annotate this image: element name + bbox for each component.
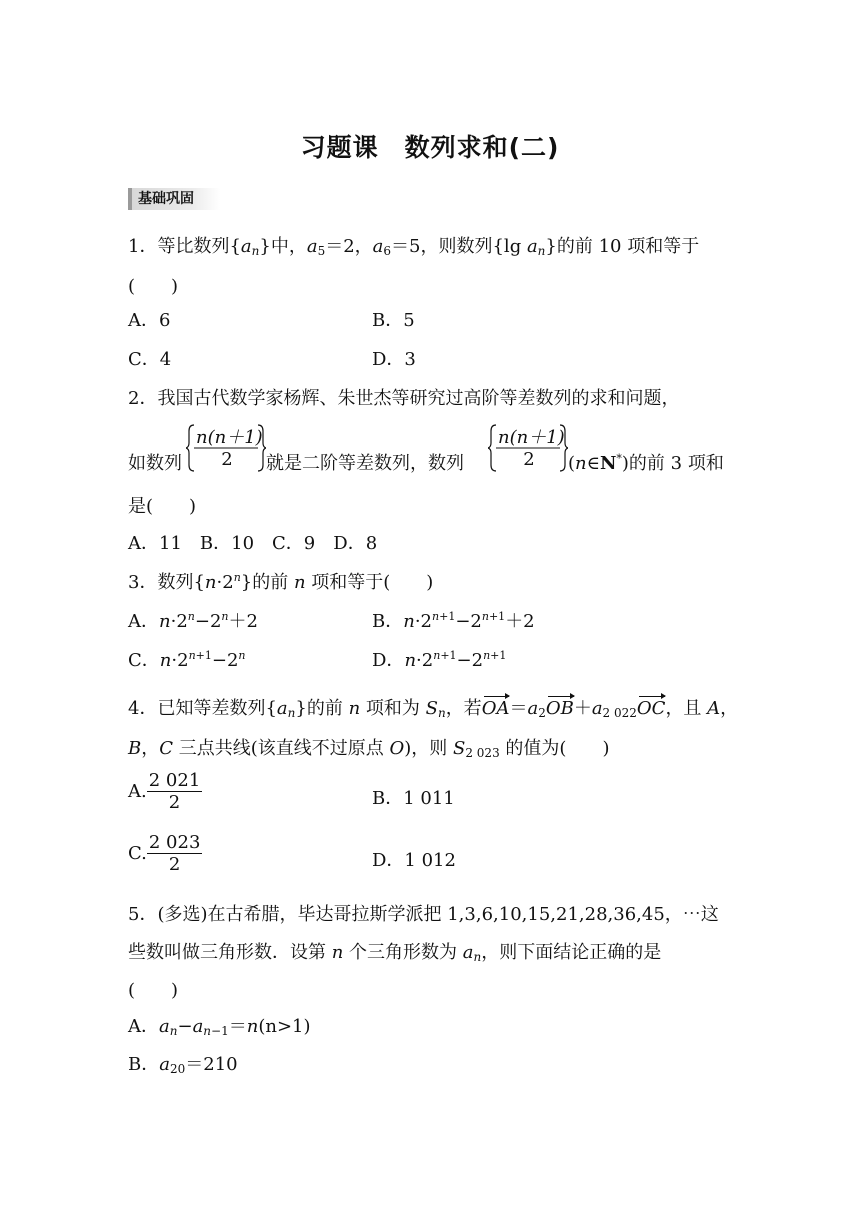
question-4-line1: 4．已知等差数列$\{a_n\}$的前 n 项和为 $S_n$，若$OA=a_2OB+a_{2 022}OC$，且 A， — [128, 698, 739, 720]
page-title: 习题课 数列求和(二) — [300, 133, 560, 162]
question-5-line1: 5．(多选)在古希腊，毕达哥拉斯学派把 1,3,6,10,15,21,28,36,45，⋯这 — [128, 904, 719, 925]
q5-option-b: B．$a_{20}=210$ — [128, 1054, 238, 1076]
q3-option-b: B．$n\cdot 2^{n+1}-2^{n+1}+2$ — [372, 610, 535, 632]
question-2-line3: 是( ) — [128, 496, 197, 517]
question-2-options: A．11 B．10 C．9 D．8 — [128, 533, 378, 554]
question-1-stem: 1．等比数列$\{a_n\}$中，$a_5=2$，$a_6=5$，则数列{lg $a_n$}的前 10 项和等于 — [128, 236, 700, 258]
question-1-paren: ( ) — [128, 276, 179, 297]
q1-option-a: A．6 — [128, 310, 171, 331]
question-3-stem: 3．数列$\{n\cdot 2^n\}$的前 n 项和等于( ) — [128, 571, 434, 593]
question-2-line1: 2．我国古代数学家杨辉、朱世杰等研究过高阶等差数列的求和问题， — [128, 388, 680, 409]
question-4-line2: B，C 三点共线(该直线不过原点 O)，则 $S_{2 023}$ 的值为( ) — [128, 738, 610, 760]
q1-option-d: D．3 — [372, 349, 416, 370]
q1-option-b: B．5 — [372, 310, 415, 331]
q3-option-a: A．$n\cdot 2^n-2^n+2$ — [128, 610, 258, 632]
q1-option-c: C．4 — [128, 349, 172, 370]
section-tag: 基础巩固 — [128, 188, 220, 210]
document-page: 习题课 数列求和(二) 基础巩固 1．等比数列$\{a_n\}$中，$a_5=2$，$a_6=5$，则数列{lg $a_n$}的前 10 项和等于 ( ) A．6 B．5 C．4 D．3 2．我国古代数学家杨辉、朱世杰等研究过高阶等差数列的求和问题， 如数列 n(n＋1) 2 就是二阶等差数列，数列 n(n＋1) 2 (n∈N*)的前 3 项和 是( ) A．11 B．10 C．9 D．8 3．数列$\{n\cdot 2^n\}$的前 n 项和等于( ) A．$n\cdot 2^n-2^n+2$ B．$n\cdot 2^{n+1}-2^{n+1}+2$ C．$n\cdot 2^{n+1}-2^n$ D．$n\cdot 2^{n+1}-2^{n+1}$ 4．已知等差数列$\{a_n\}$的前 n 项和为 $S_n$，若$OA=a_2OB+a_{2 022}OC$，且 A， B，C 三点共线(该直线不过原点 O)，则 $S_{2 023}$ 的值为( ) A. $\frac{2 021}{2}$ B．1 011 C. $\frac{2 023}{2}$ D．1 012 5．(多选)在古希腊，毕达哥拉斯学派把 1,3,6,10,15,21,28,36,45，⋯这 些数叫做三角形数．设第 n 个三角形数为 $a_n$，则下面结论正确的是 ( ) A．$a_n-a_{n-1}=n(n>1)$ B．$a_{20}=210$ — [0, 0, 860, 1216]
question-5-paren: ( ) — [128, 980, 179, 1001]
q4-option-d: D．1 012 — [372, 850, 456, 871]
q4-option-b: B．1 011 — [372, 788, 455, 809]
question-5-line2: 些数叫做三角形数．设第 n 个三角形数为 $a_n$，则下面结论正确的是 — [128, 942, 662, 964]
q3-option-c: C．$n\cdot 2^{n+1}-2^n$ — [128, 649, 246, 671]
q5-option-a: A．$a_n-a_{n-1}=n(n>1)$ — [128, 1016, 311, 1038]
q4-option-c: C. $\frac{2 023}{2}$ — [128, 832, 201, 875]
q4-option-a: A. $\frac{2 021}{2}$ — [128, 770, 201, 813]
q3-option-d: D．$n\cdot 2^{n+1}-2^{n+1}$ — [372, 649, 507, 671]
